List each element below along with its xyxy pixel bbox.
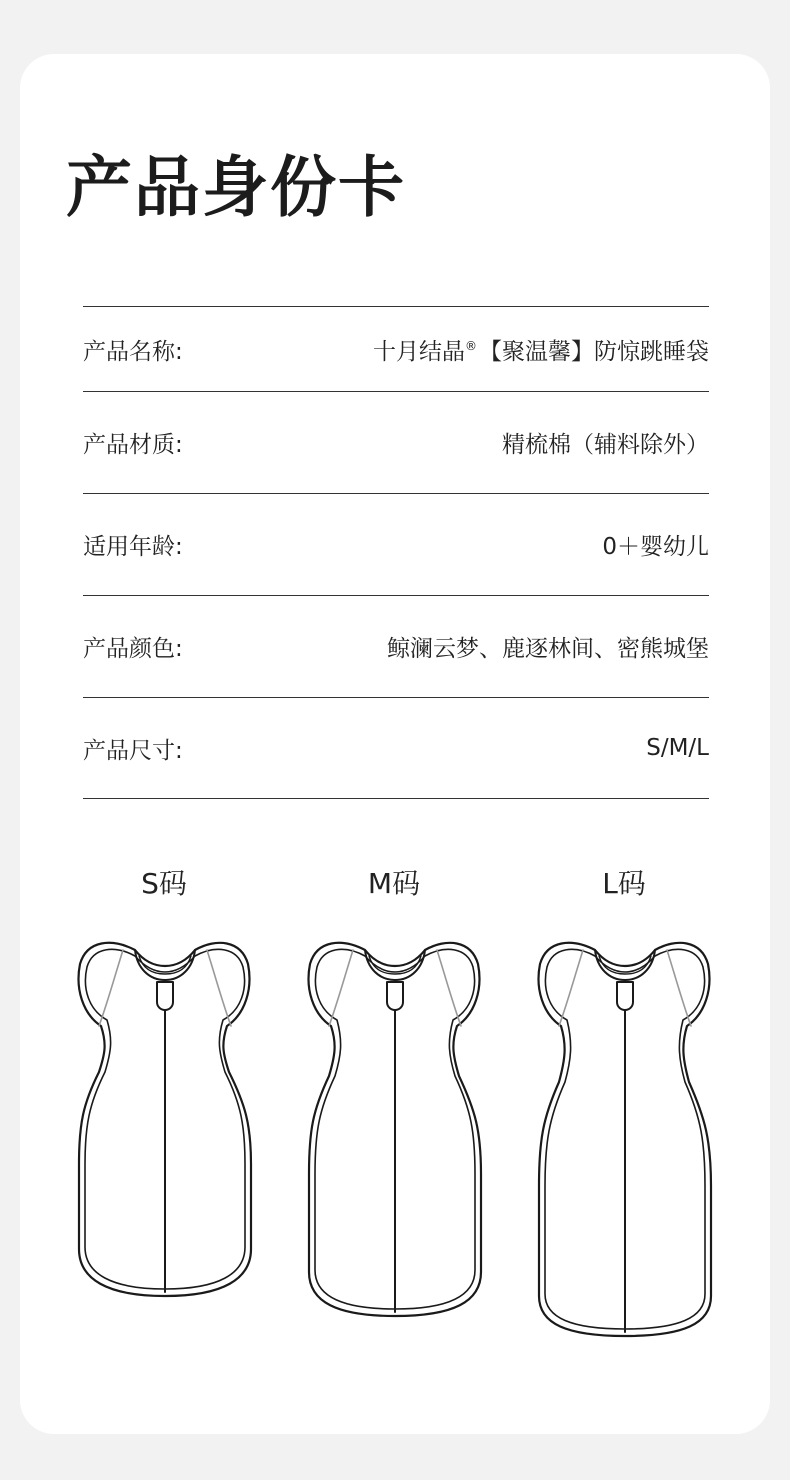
- sleep-sack-medium-icon: [307, 934, 487, 1324]
- size-illustrations: [20, 862, 770, 1362]
- spec-value: 鲸澜云梦、鹿逐林间、密熊城堡: [387, 636, 709, 662]
- sleep-sack-large-icon: [537, 934, 717, 1344]
- spec-label: 产品尺寸:: [83, 737, 183, 764]
- spec-label: 适用年龄:: [83, 534, 183, 560]
- product-name: 【聚温馨】防惊跳睡袋: [479, 338, 709, 365]
- brand-name: 十月结晶: [373, 338, 465, 365]
- spec-table: [83, 306, 709, 799]
- spec-value: 0＋婴幼儿: [602, 534, 709, 560]
- spec-row-age: [83, 494, 709, 596]
- spec-row-size: [83, 698, 709, 799]
- spec-value: S/M/L: [646, 735, 709, 761]
- spec-value: 精梳棉（辅料除外）: [502, 432, 709, 458]
- sleep-sack-small-icon: [77, 934, 257, 1304]
- size-label-s: S码: [141, 867, 187, 900]
- spec-label: 产品材质:: [83, 432, 183, 458]
- spec-row-material: [83, 392, 709, 494]
- spec-row-name: [83, 307, 709, 392]
- size-label-l: L码: [602, 867, 646, 900]
- spec-value: [373, 333, 709, 366]
- spec-label: 产品颜色:: [83, 636, 183, 662]
- registered-mark: ®: [465, 338, 477, 353]
- spec-row-color: [83, 596, 709, 698]
- page-title: 产品身份卡: [66, 149, 406, 226]
- product-info-card: [20, 54, 770, 1434]
- size-label-m: M码: [367, 867, 421, 900]
- spec-label: 产品名称:: [83, 338, 183, 365]
